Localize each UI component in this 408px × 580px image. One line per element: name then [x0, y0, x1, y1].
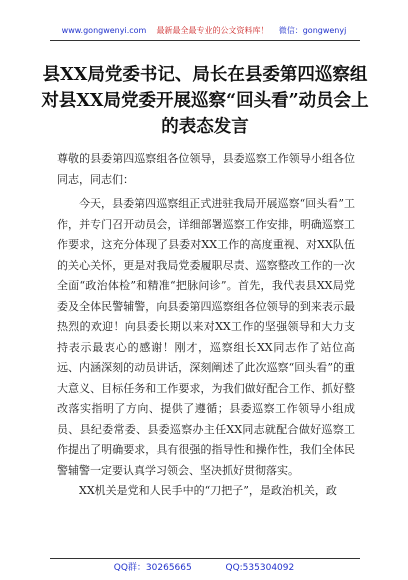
footer-qq-group: QQ群：30265665 — [113, 563, 192, 573]
header-slogan: 最新最全最专业的公文资料库！ — [156, 26, 269, 35]
page-header — [0, 26, 408, 36]
document-title: 县XX局党委书记、局长在县委第四巡察组对县XX局党委开展巡察“回头看”动员会上的表态发言 — [41, 65, 369, 137]
footer-qq: QQ:535304092 — [225, 563, 295, 573]
salutation: 尊敬的县委第四巡察组各位领导，县委巡察工作领导小组各位同志，同志们： — [57, 152, 355, 186]
footer-divider — [50, 558, 360, 559]
document-body — [57, 149, 355, 502]
header-wechat: 微信：gongwenyj — [278, 26, 347, 35]
paragraph: XX机关是党和人民手中的“刀把子”，是政治机关，政 — [79, 484, 337, 497]
header-site[interactable]: www.gongwenyi.com — [61, 26, 147, 35]
header-divider — [50, 40, 360, 41]
page-footer — [0, 562, 408, 574]
paragraph: 今天，县委第四巡察组正式进驻我局开展巡察“回头看”工作，并专门召开动员会，详细部署巡察工作安排，明确巡察工作要求，这充分体现了县委对XX工作的高度重视、对XX队伍的关心关怀，更是对我局党委履职尽责、巡察整改工作的一次全面“政治体检”和精准“把脉问诊”。首先，我代表县XX局党委及全体民警辅警，向县委第四巡察组各位领导的到来表示最热烈的欢迎！向县委长期以来对XX工作的坚强领导和大力支持表示最衷心的感谢！刚才，巡察组长XX同志作了站位高远、内涵深刻的动员讲话，深刻阐述了此次巡察“回头看”的重大意义、目标任务和工作要求，为我们做好配合工作、抓好整改落实指明了方向、提供了遵循；县委巡察工作领导小组成员、县纪委常委、县委巡察办主任XX同志就配合做好巡察工作提出了明确要求，具有很强的指导性和操作性，我们全体民警辅警一定要认真学习领会、坚决抓好贯彻落实。 — [57, 197, 355, 477]
